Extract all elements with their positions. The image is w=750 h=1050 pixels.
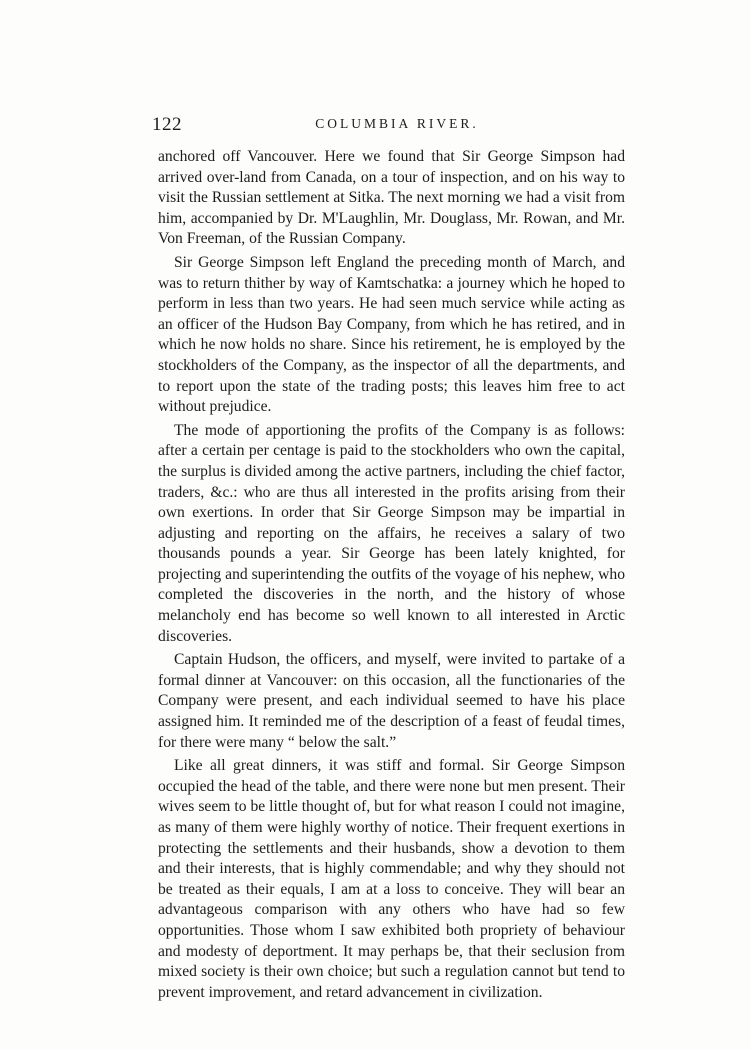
paragraph: Like all great dinners, it was stiff and formal. Sir George Simpson occupied the head of the table, and there were none but men present. Their wives seem to be little thought of, but for what reason I could not imagine, as many of them were highly worthy of notice. Their frequent exertions in protecting the settlements and their husbands, show a devotion to them and their interests, that is highly commendable; and why they should not be treated as their equals, I am at a loss to conceive. They will bear an advantageous comparison with any others who have had so few opportunities. Those whom I saw exhibited both propriety of behaviour and modesty of deportment. It may perhaps be, that their seclusion from mixed society is their own choice; but such a regulation cannot but tend to prevent improvement, and retard advancement in civilization. xyxy=(158,757,625,1001)
paragraph: The mode of apportioning the profits of the Company is as follows: after a certain per centage is paid to the stockholders who own the capital, the surplus is divided among the active partners, including the chief factor, traders, &c.: who are thus all interested in the profits arising from their own exertions. In order that Sir George Simpson may be impartial in adjusting and reporting on the affairs, he receives a salary of two thousands pounds a year. Sir George has been lately knighted, for projecting and superintending the outfits of the voyage of his nephew, who completed the discoveries in the north, and the history of whose melancholy end has become so well known to all interested in Arctic discoveries. xyxy=(158,421,625,645)
body-text xyxy=(158,147,625,1006)
running-head: COLUMBIA RIVER. xyxy=(315,116,479,131)
paragraph-continued: anchored off Vancouver. Here we found that Sir George Simpson had arrived over-land from Canada, on a tour of inspection, and on his way to visit the Russian settlement at Sitka. The next morning we had a visit from him, accompanied by Dr. M'Laughlin, Mr. Douglass, Mr. Rowan, and Mr. Von Freeman, of the Russian Company. xyxy=(158,148,625,248)
paragraph: Sir George Simpson left England the preceding month of March, and was to return thither by way of Kamtschatka: a journey which he hoped to perform in less than two years. He had seen much service while acting as an officer of the Hudson Bay Company, from which he has retired, and in which he now holds no share. Since his retirement, he is employed by the stockholders of the Company, as the inspector of all the departments, and to report upon the state of the trading posts; this leaves him free to act without prejudice. xyxy=(158,253,625,416)
page-number: 122 xyxy=(152,114,182,135)
page-header xyxy=(152,114,622,138)
paragraph: Captain Hudson, the officers, and myself, were invited to partake of a formal dinner at Vancouver: on this occasion, all the functionaries of the Company were present, and each individual seemed to have his place assigned him. It reminded me of the description of a feast of feudal times, for there were many “ below the salt.” xyxy=(158,651,625,751)
